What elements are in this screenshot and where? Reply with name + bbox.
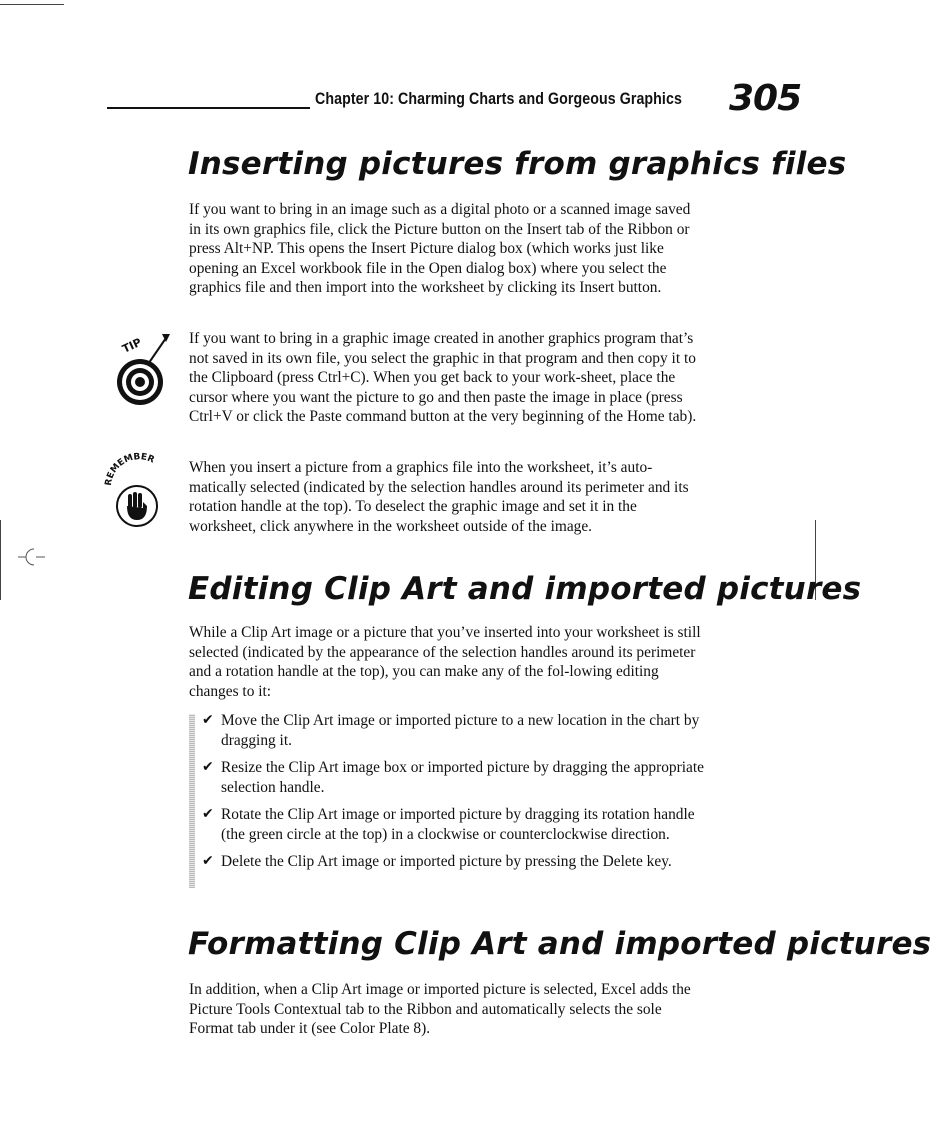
list-item (202, 758, 712, 797)
remember-hand-icon (99, 452, 179, 532)
page-number: 305 (729, 78, 802, 119)
crop-mark-top-left (0, 4, 64, 5)
editing-bullet-list (202, 711, 712, 880)
check-icon: ✔ (202, 712, 214, 728)
running-header-rule (107, 107, 310, 109)
running-header-title: Chapter 10: Charming Charts and Gorgeous Graphics (315, 90, 682, 108)
list-item-text: Resize the Clip Art image box or imported picture by dragging the appropriate selection handle. (221, 759, 704, 796)
paragraph-formatting-intro: In addition, when a Clip Art image or imported picture is selected, Excel adds the Picture Tools Contextual tab to the Ribbon and automatically selects the sole Format tab under it (see Color Plate 8). (189, 981, 691, 1037)
check-icon: ✔ (202, 759, 214, 775)
section-heading-formatting: Formatting Clip Art and imported pictures (188, 926, 931, 962)
section-heading-editing: Editing Clip Art and imported pictures (188, 571, 862, 607)
crop-mark-left (0, 520, 1, 600)
check-icon: ✔ (202, 806, 214, 822)
list-item-text: Delete the Clip Art image or imported picture by pressing the Delete key. (221, 853, 672, 870)
list-item-text: Rotate the Clip Art image or imported picture by dragging its rotation handle (the green circle at the top) in a clockwise or counterclockwise direction. (221, 806, 695, 843)
remember-icon-label: REMEMBER (103, 452, 156, 487)
list-item (202, 711, 712, 750)
bullet-list-sidebar (189, 714, 195, 888)
registration-mark-icon (18, 546, 46, 568)
paragraph-remember: When you insert a picture from a graphics file into the worksheet, it’s auto-matically selected (indicated by the selection handles around its perimeter and its rotation handle at the top). To deselect the graphic image and set it in the worksheet, click anywhere in the worksheet outside of the image. (189, 459, 689, 535)
check-icon: ✔ (202, 853, 214, 869)
list-item (202, 805, 712, 844)
list-item (202, 852, 712, 872)
paragraph-tip: If you want to bring in a graphic image created in another graphics program that’s not saved in its own file, you select the graphic in that program and then copy it to the Clipboard (press Ctrl+C). When you get back to your work-sheet, place the cursor where you want the picture to go and then paste the image in place (press Ctrl+V or click the Paste command button at the very beginning of the Home tab). (189, 330, 697, 425)
section-heading-inserting: Inserting pictures from graphics files (188, 146, 847, 182)
paragraph-inserting-intro: If you want to bring in an image such as a digital photo or a scanned image saved in its own graphics file, click the Picture button on the Insert tab of the Ribbon or press Alt+NP. This opens the Insert Picture dialog box (which works just like opening an Excel workbook file in the Open dialog box) where you select the graphics file and then import into the worksheet by clicking its Insert button. (189, 201, 691, 296)
list-item-text: Move the Clip Art image or imported picture to a new location in the chart by dragging it. (221, 712, 700, 749)
paragraph-editing-intro: While a Clip Art image or a picture that you’ve inserted into your worksheet is still selected (indicated by the appearance of the selection handles around its perimeter and a rotation handle at the top), you can make any of the fol-lowing editing changes to it: (189, 624, 701, 700)
tip-target-icon (108, 330, 172, 410)
tip-icon-label: TIP (120, 335, 144, 356)
